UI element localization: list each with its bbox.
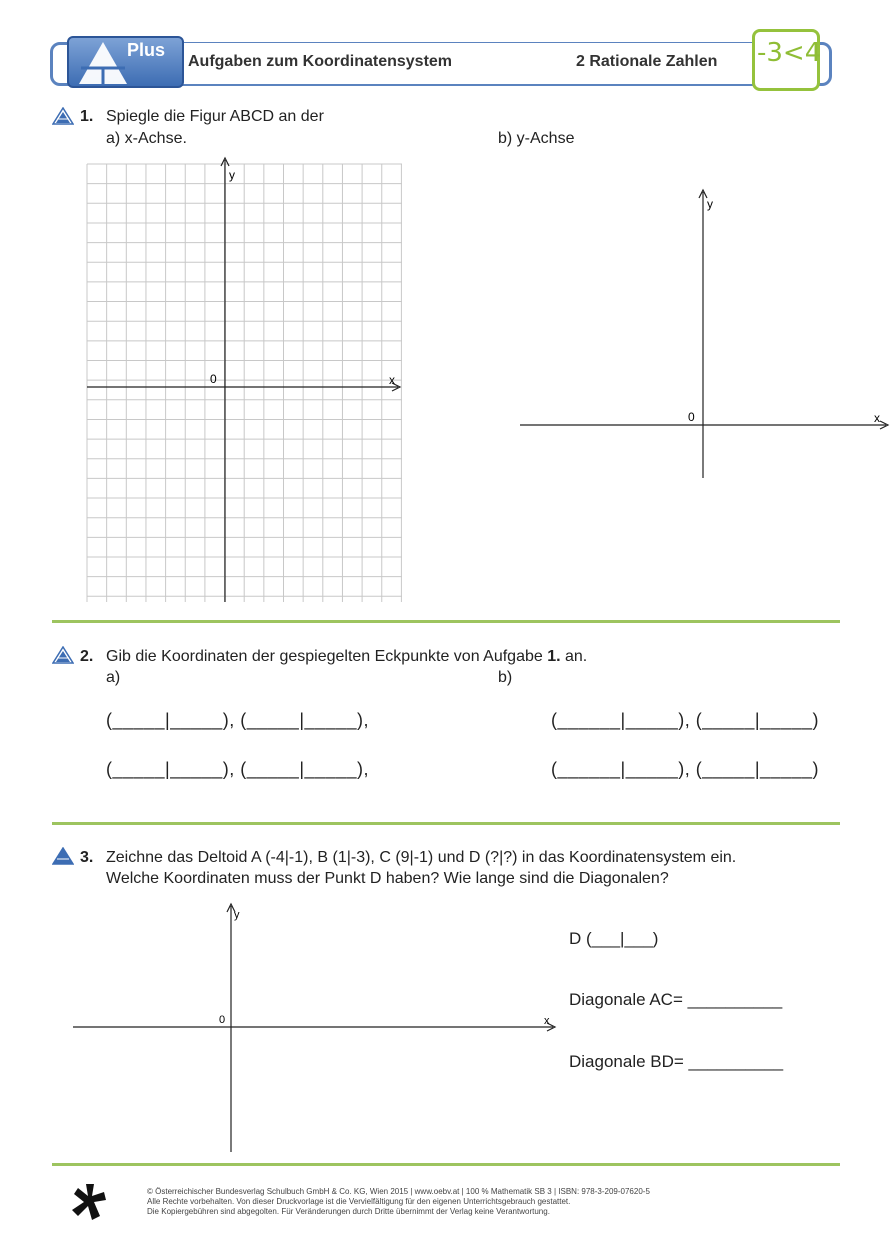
task-2a-answer-row-1[interactable]: (_____|_____), (_____|_____), [106, 710, 370, 730]
graph-a-origin-label: 0 [210, 372, 217, 386]
answer-point-d[interactable]: D (___|___) [569, 929, 659, 948]
sticky-note-text: -3<4 [757, 38, 822, 68]
plus-badge-label: Plus [127, 40, 166, 60]
graph-c-origin-label: 0 [219, 1014, 226, 1026]
task-1-prompt: Spiegle die Figur ABCD an der [106, 108, 324, 125]
answer-diagonal-ac[interactable]: Diagonale AC= __________ [569, 990, 783, 1009]
task-2-part-b: b) [498, 669, 513, 686]
footer-copyright: © Österreichischer Bundesverlag Schulbuch GmbH & Co. KG, Wien 2015 | www.oebv.at | 100 % Mathematik SB 3 | ISBN: 978-3-209-07620-5 [147, 1187, 650, 1196]
publisher-logo-icon [70, 1182, 110, 1222]
task-3-number: 3. [80, 849, 94, 866]
graph-a-x-label: x [389, 373, 395, 387]
task-2b-answer-row-2[interactable]: (______|_____), (_____|_____) [551, 759, 820, 779]
graph-a-y-label: y [229, 168, 235, 182]
chapter-title: 2 Rationale Zahlen [576, 53, 718, 70]
graph-b-y-label: y [707, 197, 713, 211]
answer-diagonal-bd[interactable]: Diagonale BD= __________ [569, 1052, 784, 1071]
graph-b-origin-label: 0 [688, 410, 695, 424]
task-2-prompt: Gib die Koordinaten der gespiegelten Eckpunkte von Aufgabe 1. an. [106, 648, 588, 665]
footer-fees: Die Kopiergebühren sind abgegolten. Für Veränderungen durch Dritte übernimmt der Verlag keine Verantwortung. [147, 1207, 550, 1216]
graph-b-x-label: x [874, 411, 880, 425]
task-3-line-2: Welche Koordinaten muss der Punkt D haben? Wie lange sind die Diagonalen? [106, 870, 669, 887]
task-2a-answer-row-2[interactable]: (_____|_____), (_____|_____), [106, 759, 370, 779]
task-2b-answer-row-1[interactable]: (______|_____), (_____|_____) [551, 710, 820, 730]
task-1-number: 1. [80, 108, 94, 125]
section-divider-3 [52, 1163, 840, 1166]
task-3-line-1: Zeichne das Deltoid A (-4|-1), B (1|-3), C (9|-1) und D (?|?) in das Koordinatensystem ein. [106, 849, 737, 866]
worksheet-title: Aufgaben zum Koordinatensystem [188, 53, 453, 70]
footer-rights: Alle Rechte vorbehalten. Von dieser Druckvorlage ist die Vervielfältigung für den eigenen Unterrichtsgebrauch gestattet. [147, 1197, 571, 1206]
task-2-part-a: a) [106, 669, 121, 686]
task-1-part-b: b) y-Achse [498, 130, 575, 147]
graph-c-y-label: y [234, 909, 240, 921]
task-1-part-a: a) x-Achse. [106, 130, 187, 147]
graph-c-x-label: x [544, 1015, 550, 1027]
graph-c-axes [73, 904, 555, 1152]
task-2-number: 2. [80, 648, 94, 665]
